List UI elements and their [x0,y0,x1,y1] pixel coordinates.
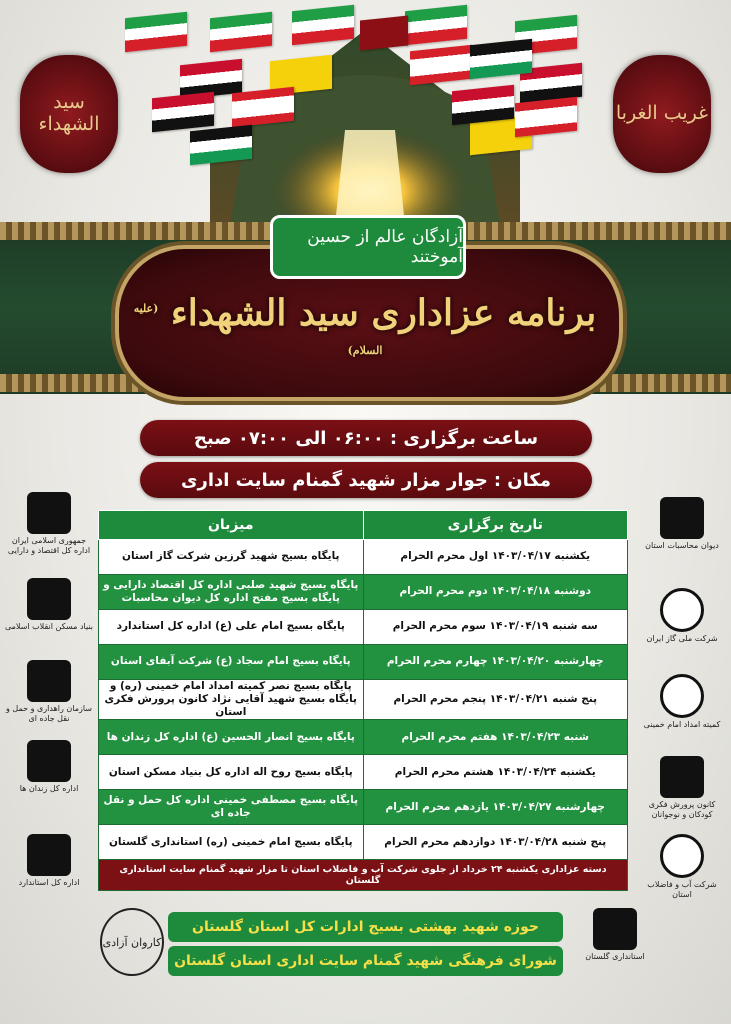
organizer-line-1: حوزه شهید بهشتی بسیج ادارات کل استان گلستان [168,912,563,942]
badge-seyyed-shohada: سید الشهداء [20,55,118,173]
time-bar [140,420,592,456]
governorate-logo [570,908,660,962]
sponsor-label: کانون پرورش فکری کودکان و نوجوانان [648,800,716,819]
header-host: میزبان [99,511,364,540]
table-row [99,575,628,610]
table-row [99,720,628,755]
slogan-badge: آزادگان عالم از حسین آموختند [270,215,466,279]
table-row [99,540,628,575]
table-row [99,790,628,825]
row-date: پنج شنبه ۱۴۰۳/۰۴/۲۱ پنجم محرم الحرام [363,680,628,720]
sponsor-label: بنیاد مسکن انقلاب اسلامی [4,622,94,631]
flag [125,12,187,53]
sponsor-label: دیوان محاسبات استان [645,541,719,550]
row-date: یکشنبه ۱۴۰۳/۰۴/۲۴ هشتم محرم الحرام [363,755,628,790]
header-date: تاریخ برگزاری [363,511,628,540]
sponsor-label: سازمان راهداری و حمل و نقل جاده ای [6,704,92,723]
sponsor-water [637,834,727,899]
sponsor-prisons [4,740,94,794]
row-host: پایگاه بسیج انصار الحسین (ع) اداره کل زندان ها [99,720,364,755]
flag [360,15,408,50]
place-bar [140,462,592,498]
badge-gharib-ghoraba: غریب الغربا [613,55,711,173]
emblem-icon [27,492,71,534]
place-label: مکان : [493,469,552,491]
standard-icon [27,834,71,876]
scales-justice-icon [27,740,71,782]
row-date: شنبه ۱۴۰۳/۰۴/۲۳ هفتم محرم الحرام [363,720,628,755]
place-value: جوار مزار شهید گمنام سایت اداری [180,469,488,491]
gas-flame-icon [660,588,704,632]
row-host: پایگاه بسیج مصطفی خمینی اداره کل حمل و نقل جاده ای [99,790,364,825]
sponsor-label: شرکت ملی گاز ایران [646,634,718,643]
row-date: پنج شنبه ۱۴۰۳/۰۴/۲۸ دوازدهم محرم الحرام [363,825,628,860]
flag [470,39,532,80]
row-host: پایگاه بسیج امام خمینی (ره) استانداری گلستان [99,825,364,860]
sponsor-label: اداره کل زندان ها [19,784,79,793]
sponsor-kanoon [637,756,727,819]
audit-court-icon [660,497,704,539]
organizer-line-2: شورای فرهنگی شهید گمنام سایت اداری استان گلستان [168,946,563,976]
kanoon-bird-icon [660,756,704,798]
sponsor-label: استانداری گلستان [585,952,645,961]
sponsor-road [4,660,94,723]
emblem-icon [593,908,637,950]
caravan-logo: کاروان آزادی [100,908,164,976]
flag [210,12,272,53]
row-host: پایگاه بسیج روح اله اداره کل بنیاد مسکن استان [99,755,364,790]
row-host: پایگاه بسیج نصر کمیته امداد امام خمینی (ره) و پایگاه بسیج شهید آقایی نژاد کانون پرورش فکری استان [99,680,364,720]
row-date: دوشنبه ۱۴۰۳/۰۴/۱۸ دوم محرم الحرام [363,575,628,610]
row-date: یکشنبه ۱۴۰۳/۰۴/۱۷ اول محرم الحرام [363,540,628,575]
flag [405,5,467,46]
main-title-text: برنامه عزاداری سید الشهداء [170,292,597,334]
water-drop-icon [660,834,704,878]
road-transport-icon [27,660,71,702]
flag [515,97,577,138]
main-title [130,292,600,376]
flag [190,125,252,166]
time-value: ۰۶:۰۰ الی ۰۷:۰۰ صبح [193,427,384,449]
table-row [99,610,628,645]
sponsor-standard [4,834,94,888]
sponsor-label: کمیته امداد امام خمینی [643,720,721,729]
row-host: پایگاه بسیج امام سجاد (ع) شرکت آبفای استان [99,645,364,680]
flag [152,92,214,133]
row-host: پایگاه بسیج شهید گرزین شرکت گاز استان [99,540,364,575]
relief-committee-icon [660,674,704,718]
table-row [99,755,628,790]
time-label: ساعت برگزاری : [389,427,539,449]
hero-section [0,0,731,230]
sponsor-gas [637,588,727,644]
sponsor-label: شرکت آب و فاضلاب استان [647,880,717,899]
table-row [99,825,628,860]
flag [292,5,354,46]
schedule-table [98,510,628,890]
sponsor-label: جمهوری اسلامی ایران اداره کل اقتصاد و دارایی [7,536,91,555]
flag [410,45,472,86]
sponsor-relief [637,674,727,730]
housing-foundation-icon [27,578,71,620]
table-footer-row [99,860,628,891]
table-row [99,645,628,680]
sponsor-housing [4,578,94,632]
sponsor-audit-court [637,497,727,551]
sponsor-economy [4,492,94,555]
table-row [99,680,628,720]
row-host: پایگاه بسیج امام علی (ع) اداره کل استاندارد [99,610,364,645]
flag [452,85,514,126]
row-date: چهارشنبه ۱۴۰۳/۰۴/۲۷ یازدهم محرم الحرام [363,790,628,825]
sponsor-label: اداره کل استاندارد [18,878,80,887]
row-date: چهارشنبه ۱۴۰۳/۰۴/۲۰ چهارم محرم الحرام [363,645,628,680]
procession-note: دسته عزاداری یکشنبه ۲۴ خرداد از جلوی شرکت آب و فاضلاب استان تا مزار شهید گمنام سایت استانداری گلستان [99,860,628,891]
row-host: پایگاه بسیج شهید صلبی اداره کل اقتصاد دارایی و پایگاه بسیج مفتح اداره کل دیوان محاسبات [99,575,364,610]
flag [232,87,294,128]
main-title-note: (علیه السلام) [133,302,383,357]
row-date: سه شنبه ۱۴۰۳/۰۴/۱۹ سوم محرم الحرام [363,610,628,645]
